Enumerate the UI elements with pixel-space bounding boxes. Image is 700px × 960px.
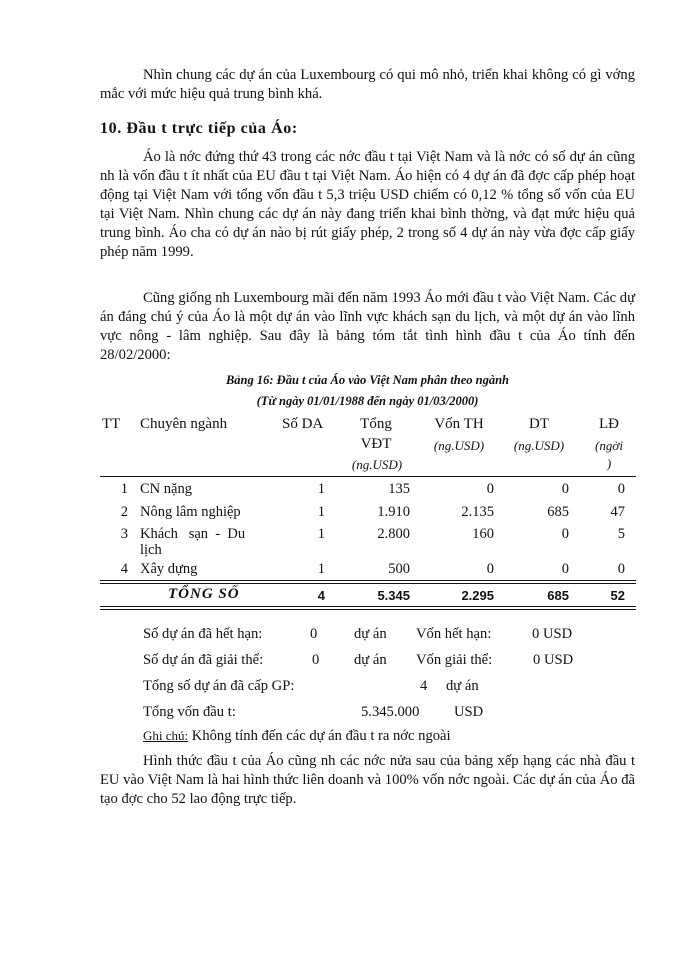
header-implemented-unit: (ng.USD) [433,438,485,453]
expired-projects-value: 0 [310,626,318,642]
totals-labor: 52 [610,588,625,603]
header-labor-unit-line2: ) [606,456,612,471]
dissolved-projects-label: Số dự án đã giải thể: [143,652,264,668]
dissolved-capital-label: Vốn giải thể: [416,652,493,668]
licensed-projects-label: Tổng số dự án đã cấp GP: [143,678,295,694]
note-text: Không tính đến các dự án đầu t ra nớc ngoài [188,728,451,744]
header-sector: Chuyên ngành [140,416,228,432]
row-1-revenue: 0 [561,481,569,497]
row-1-sector: CN nặng [140,481,192,497]
row-2-sector: Nông lâm nghiệp [140,504,241,520]
row-1-labor: 0 [617,481,625,497]
totals-label: TỔNG SỐ [168,586,240,602]
row-4-projects: 1 [317,561,325,577]
row-1-projects: 1 [317,481,325,497]
totals-revenue: 685 [547,588,569,603]
expired-capital-label: Vốn hết hạn: [416,626,492,642]
total-capital-value: 5.345.000 [361,704,420,720]
row-3-sector-line2: lịch [140,542,162,558]
section-heading: 10. Đầu t trực tiếp của Áo: [100,120,298,137]
paragraph-austria-overview: Áo là nớc đứng thứ 43 trong các nớc đầu t tại Việt Nam và là nớc có số dự án cũng nh là vốn đầu t ít nhất của EU đầu t tại Việt Nam. Áo hiện có 4 dự án đã đợc cấp phép hoạt động tại Việt Nam với tổng vốn đầu t 5,3 triệu USD chiếm có 0,12 % tổng số vốn của EU tại Việt Nam. Nhìn chung các dự án này đang triển khai bình thờng, và đạt mức hiệu quả trung bình. Áo cha có dự án nào bị rút giấy phép, 2 trong số 4 dự án này vừa đợc cấp giấy phép năm 1999. [100,149,635,260]
header-total-line1: Tổng [360,416,392,432]
header-total-line2: VĐT [360,436,392,452]
header-revenue-unit: (ng.USD) [513,438,565,453]
header-divider [100,476,636,477]
row-4-implemented: 0 [486,561,494,577]
expired-projects-unit: dự án [354,626,387,642]
row-1-total: 135 [388,481,410,497]
row-2-tt: 2 [120,504,128,520]
row-3-labor: 5 [617,526,625,542]
note [143,726,451,746]
totals-total: 5.345 [377,588,410,603]
licensed-projects-unit: dự án [446,678,479,694]
row-3-sector-line1: Khách sạn - Du [140,526,246,542]
expired-capital-value: 0 USD [532,626,573,642]
dissolved-projects-value: 0 [312,652,320,668]
totals-divider-top [100,580,636,581]
row-2-total: 1.910 [377,504,410,520]
totals-divider-top-double [100,583,636,584]
header-revenue: DT [529,416,549,432]
row-4-labor: 0 [617,561,625,577]
header-projects: Số DA [282,416,324,432]
table-caption-period: (Từ ngày 01/01/1988 đến ngày 01/03/2000) [256,394,479,408]
header-tt: TT [102,416,121,432]
totals-projects: 4 [317,588,325,603]
row-4-total: 500 [388,561,410,577]
row-1-tt: 1 [120,481,128,497]
dissolved-projects-unit: dự án [354,652,387,668]
paragraph-luxembourg-summary: Nhìn chung các dự án của Luxembourg có qui mô nhỏ, triển khai không có gì vớng mắc với mức hiệu quả trung bình khá. [100,67,635,102]
row-3-projects: 1 [317,526,325,542]
row-4-revenue: 0 [561,561,569,577]
paragraph-austria-investment: Cũng giống nh Luxembourg mãi đến năm 1993 Áo mới đầu t vào Việt Nam. Các dự án đáng chú ý của Áo là một dự án vào lĩnh vực khách sạn du lịch, và một dự án vào lĩnh vực nông - lâm nghiệp. Sau đây là bảng tóm tắt tình hình đầu t của Áo tính đến 28/02/2000: [100,290,635,363]
row-3-implemented: 160 [472,526,494,542]
row-4-tt: 4 [120,561,128,577]
expired-projects-label: Số dự án đã hết hạn: [143,626,263,642]
row-3-tt: 3 [120,526,128,542]
dissolved-capital-value: 0 USD [533,652,574,668]
header-labor: LĐ [599,416,619,432]
total-capital-unit: USD [454,704,484,720]
licensed-projects-value: 4 [420,678,428,694]
table-caption-title: Bảng 16: Đầu t của Áo vào Việt Nam phân theo ngành [225,373,510,387]
note-label: Ghi chú: [143,728,189,743]
row-3-revenue: 0 [561,526,569,542]
totals-divider-bottom-double [100,609,636,610]
row-2-revenue: 685 [547,504,569,520]
row-2-implemented: 2.135 [461,504,494,520]
row-4-sector: Xây dựng [140,561,198,577]
header-labor-unit-line1: (ngời [595,438,623,453]
header-implemented: Vốn TH [434,416,484,432]
totals-divider-bottom [100,606,636,607]
header-total-unit: (ng.USD) [351,457,403,472]
row-2-labor: 47 [610,504,625,520]
paragraph-investment-form: Hình thức đầu t của Áo cũng nh các nớc nửa sau của bảng xếp hạng các nhà đầu t EU vào Việt Nam là hai hình thức liên doanh và 100% vốn nớc ngoài. Các dự án của Áo đã tạo đợc cho 52 lao động trực tiếp. [100,753,635,807]
total-capital-label: Tổng vốn đầu t: [143,704,236,720]
row-2-projects: 1 [317,504,325,520]
row-1-implemented: 0 [486,481,494,497]
row-3-total: 2.800 [377,526,410,542]
totals-implemented: 2.295 [461,588,494,603]
